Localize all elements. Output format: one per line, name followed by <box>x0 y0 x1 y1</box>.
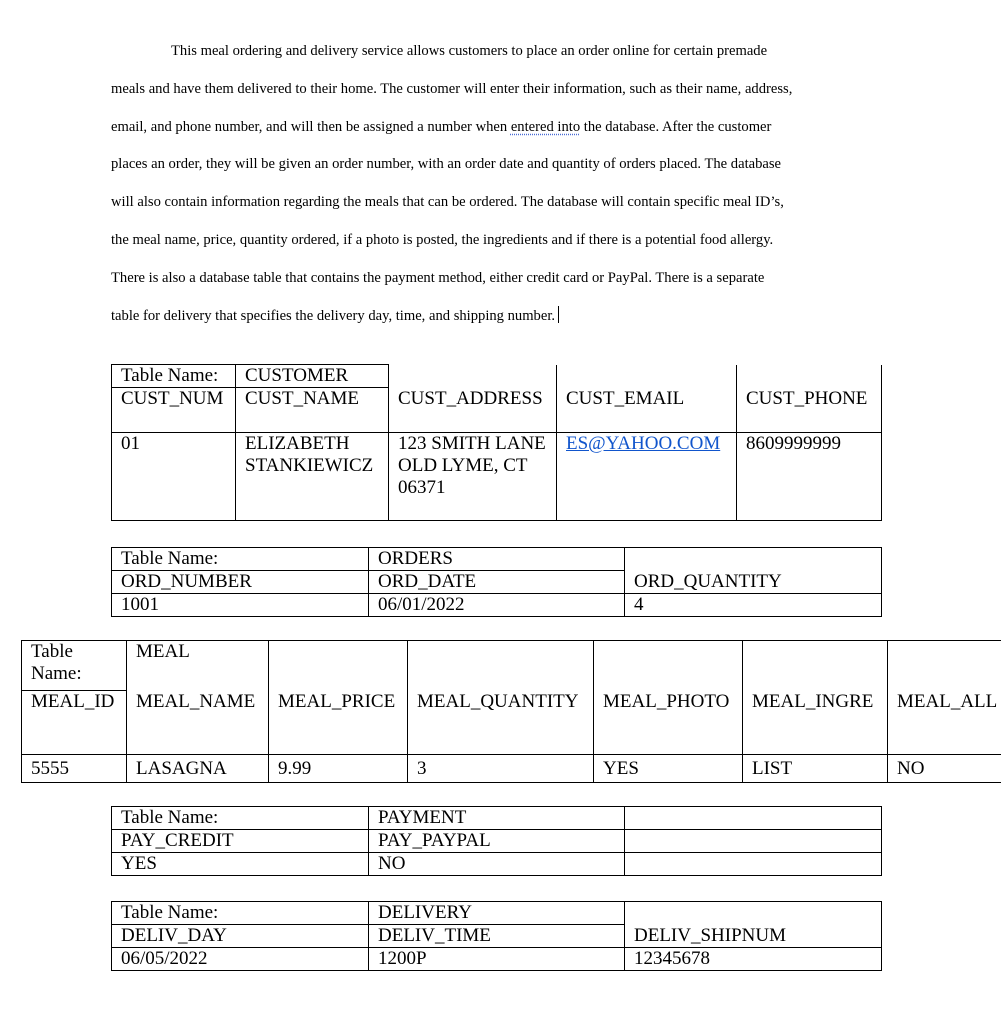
intro-line: meals and have them delivered to their home. The customer will enter their information, such as their name, address, <box>111 80 793 97</box>
column-header: CUST_PHONE <box>737 388 882 433</box>
column-header: CUST_EMAIL <box>557 388 737 433</box>
table-name-value: MEAL <box>127 641 269 691</box>
column-header: MEAL_NAME <box>127 691 269 755</box>
grammar-flag[interactable]: entered into <box>510 118 581 135</box>
table-name-value: DELIVERY <box>369 902 625 925</box>
column-header: CUST_ADDRESS <box>389 388 557 433</box>
delivery-table[interactable] <box>111 901 882 971</box>
table-cell: 5555 <box>22 755 127 783</box>
column-header: MEAL_PHOTO <box>594 691 743 755</box>
intro-line: will also contain information regarding the meals that can be ordered. The database will contain specific meal ID’s, <box>111 194 784 211</box>
text-cursor <box>558 306 559 323</box>
table-cell: 12345678 <box>625 948 882 971</box>
intro-line: There is also a database table that contains the payment method, either credit card or PayPal. There is a separate <box>111 269 765 286</box>
column-header: DELIV_DAY <box>112 925 369 948</box>
column-header: MEAL_ID <box>22 691 127 755</box>
table-cell: 3 <box>408 755 594 783</box>
intro-line: email, and phone number, and will then be assigned a number when entered into the database. After the customer <box>111 118 772 135</box>
email-link[interactable]: ES@YAHOO.COM <box>566 433 721 454</box>
table-cell: 4 <box>625 594 882 617</box>
column-header: PAY_PAYPAL <box>369 830 625 853</box>
table-cell: 01 <box>112 433 236 521</box>
table-cell: 06/05/2022 <box>112 948 369 971</box>
table-cell: 06/01/2022 <box>369 594 625 617</box>
table-cell: NO <box>888 755 1001 783</box>
table-cell: YES <box>594 755 743 783</box>
table-cell: YES <box>112 853 369 876</box>
column-header: MEAL_INGRE <box>743 691 888 755</box>
payment-table[interactable] <box>111 806 882 876</box>
table-cell: NO <box>369 853 625 876</box>
table-cell: 1001 <box>112 594 369 617</box>
table-cell: 1200P <box>369 948 625 971</box>
intro-line: This meal ordering and delivery service allows customers to place an order online for certain premade <box>171 43 768 59</box>
intro-line: places an order, they will be given an order number, with an order date and quantity of orders placed. The database <box>111 156 782 173</box>
table-name-value: PAYMENT <box>369 807 625 830</box>
table-cell: LIST <box>743 755 888 783</box>
table-cell: ELIZABETH STANKIEWICZ <box>236 433 389 521</box>
table-name-label: Table Name: <box>112 807 369 830</box>
column-header: MEAL_ALL <box>888 691 1001 755</box>
intro-line: table for delivery that specifies the delivery day, time, and shipping number. <box>111 298 891 336</box>
column-header: DELIV_SHIPNUM <box>625 925 882 948</box>
table-name-label: Table Name: <box>112 902 369 925</box>
table-name-label: Table Name: <box>22 641 127 691</box>
column-header: ORD_DATE <box>369 571 625 594</box>
column-header: PAY_CREDIT <box>112 830 369 853</box>
table-name-value: CUSTOMER <box>236 365 389 388</box>
customer-table[interactable] <box>111 364 882 521</box>
table-cell: 8609999999 <box>737 433 882 521</box>
table-cell <box>557 433 737 521</box>
intro-line: the meal name, price, quantity ordered, if a photo is posted, the ingredients and if there is a potential food allergy. <box>111 231 774 248</box>
column-header: DELIV_TIME <box>369 925 625 948</box>
table-name-value: ORDERS <box>369 548 625 571</box>
intro-paragraph[interactable] <box>111 33 891 335</box>
table-cell: 9.99 <box>269 755 408 783</box>
column-header: MEAL_PRICE <box>269 691 408 755</box>
column-header: CUST_NAME <box>236 388 389 433</box>
column-header: ORD_QUANTITY <box>625 571 882 594</box>
column-header: CUST_NUM <box>112 388 236 433</box>
table-cell: LASAGNA <box>127 755 269 783</box>
meal-table[interactable] <box>21 640 1001 783</box>
table-cell: 123 SMITH LANE OLD LYME, CT 06371 <box>389 433 557 521</box>
column-header: MEAL_QUANTITY <box>408 691 594 755</box>
table-name-label: Table Name: <box>112 548 369 571</box>
table-name-label: Table Name: <box>112 365 236 388</box>
column-header: ORD_NUMBER <box>112 571 369 594</box>
orders-table[interactable] <box>111 547 882 617</box>
